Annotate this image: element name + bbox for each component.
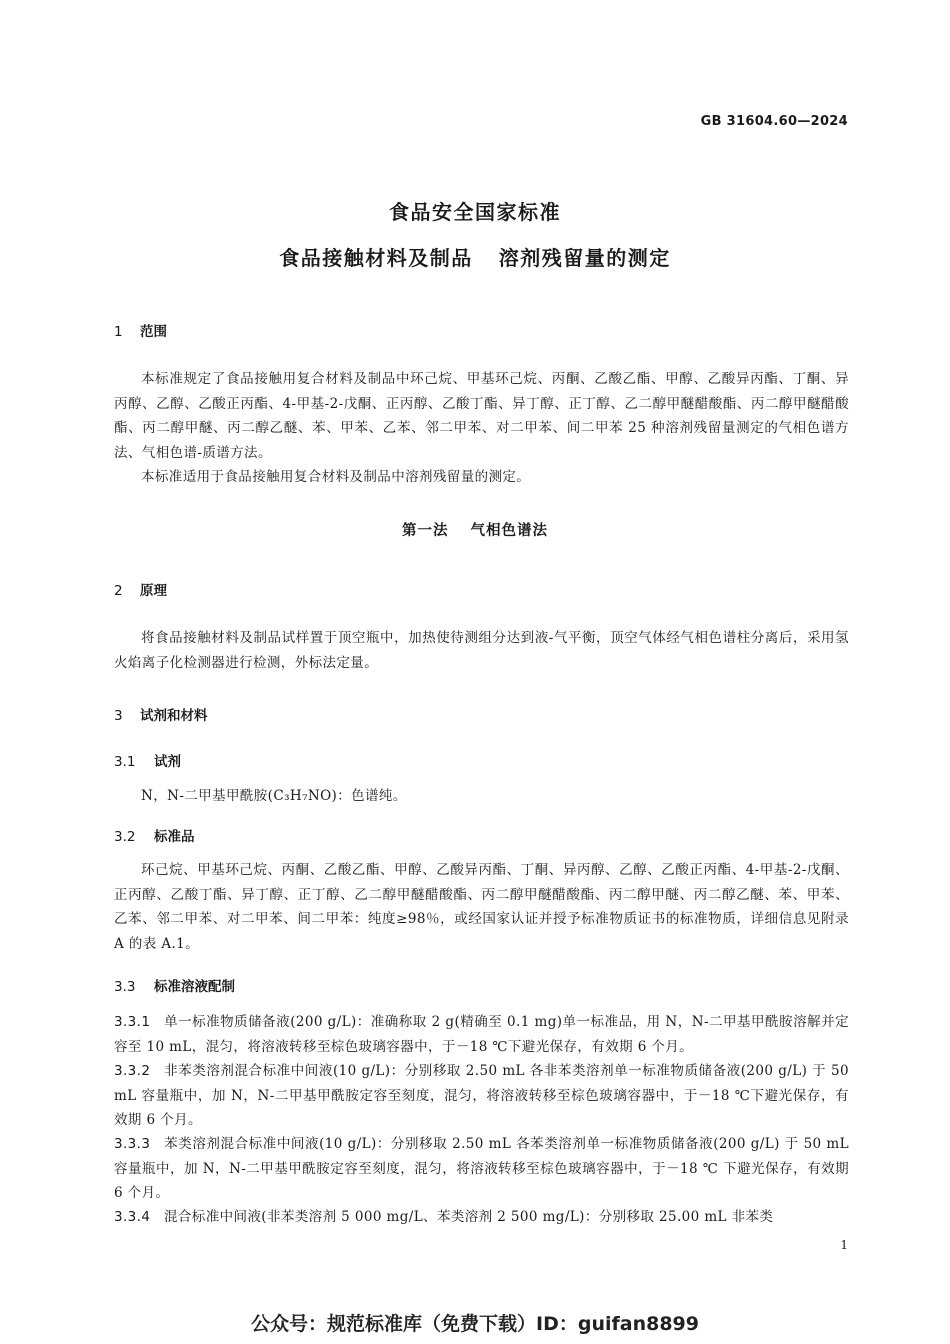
footer-watermark: 公众号：规范标准库（免费下载）ID：guifan8899 xyxy=(251,1313,699,1335)
section-3-1-text: N，N-二甲基甲酰胺(C₃H₇NO)：色谱纯。 xyxy=(141,788,407,804)
section-3-2-text: 环己烷、甲基环己烷、丙酮、乙酸乙酯、甲醇、乙酸异丙酯、丁酮、异丙醇、乙醇、乙酸正丙酯、4-甲基-2-戊酮、正丙醇、乙酸丁酯、异丁醇、正丁醇、乙二醇甲醚醋酸酯、丙二醇甲醚醋酸酯、丙二醇甲醚、丙二醇乙醚、苯、甲苯、乙苯、邻二甲苯、对二甲苯、间二甲苯：纯度≥98％，或经国家认证并授予标准物质证书的标准物质，详细信息见附录 A 的表 A.1。 xyxy=(114,862,849,952)
section-1-paragraph-2: 本标准适用于食品接触用复合材料及制品中溶剂残留量的测定。 xyxy=(141,469,531,485)
clause-3-3-4: 3.3.4 混合标准中间液(非苯类溶剂 5 000 mg/L、苯类溶剂 2 500 mg/L)：分别移取 25.00 mL 非苯类 xyxy=(114,1209,774,1225)
title-line-2 xyxy=(0,242,950,271)
method-1-heading: 第一法 气相色谱法 xyxy=(402,523,548,539)
title-line-1: 食品安全国家标准 xyxy=(389,200,561,224)
clause-3-3-2: 3.3.2 非苯类溶剂混合标准中间液(10 g/L)：分别移取 2.50 mL 各非苯类溶剂单一标准物质储备液(200 g/L) 于 50 mL 容量瓶中，加 N，N-二甲基甲酰胺定容至刻度，混匀，将溶液转移至棕色玻璃容器中，于－18 ℃下避光保存，有效期 6 个月。 xyxy=(114,1063,849,1128)
section-2-paragraph: 将食品接触材料及制品试样置于顶空瓶中，加热使待测组分达到液-气平衡，顶空气体经气相色谱柱分离后，采用氢火焰离子化检测器进行检测，外标法定量。 xyxy=(114,630,849,671)
section-1-heading: 1 范围 xyxy=(114,324,167,340)
title-line-2-part-b: 溶剂残留量的测定 xyxy=(498,246,671,270)
section-3-3-heading: 3.3 标准溶液配制 xyxy=(114,979,235,995)
section-1-paragraph-1: 本标准规定了食品接触用复合材料及制品中环己烷、甲基环己烷、丙酮、乙酸乙酯、甲醇、乙酸异丙酯、丁酮、异丙醇、乙醇、乙酸正丙酯、4-甲基-2-戊酮、正丙醇、乙酸丁酯、异丁醇、正丁醇、乙二醇甲醚醋酸酯、丙二醇甲醚醋酸酯、丙二醇甲醚、丙二醇乙醚、苯、甲苯、乙苯、邻二甲苯、对二甲苯、间二甲苯 25 种溶剂残留量测定的气相色谱方法、气相色谱-质谱方法。 xyxy=(114,371,849,461)
clause-3-3-3: 3.3.3 苯类溶剂混合标准中间液(10 g/L)：分别移取 2.50 mL 各苯类溶剂单一标准物质储备液(200 g/L) 于 50 mL 容量瓶中，加 N，N-二甲基甲酰胺定容至刻度，混匀，将溶液转移至棕色玻璃容器中，于－18 ℃ 下避光保存，有效期 6 个月。 xyxy=(114,1136,849,1201)
title-line-2-part-a: 食品接触材料及制品 xyxy=(279,246,473,270)
section-3-2-heading: 3.2 标准品 xyxy=(114,829,195,845)
page-number: 1 xyxy=(840,1238,848,1252)
standard-number: GB 31604.60—2024 xyxy=(700,114,848,129)
clause-3-3-1: 3.3.1 单一标准物质储备液(200 g/L)：准确称取 2 g(精确至 0.1 mg)单一标准品，用 N，N-二甲基甲酰胺溶解并定容至 10 mL，混匀，将溶液转移至棕色玻璃容器中，于－18 ℃下避光保存，有效期 6 个月。 xyxy=(114,1014,849,1055)
section-3-1-heading: 3.1 试剂 xyxy=(114,754,181,770)
section-2-heading: 2 原理 xyxy=(114,583,167,599)
section-3-heading: 3 试剂和材料 xyxy=(114,708,208,724)
